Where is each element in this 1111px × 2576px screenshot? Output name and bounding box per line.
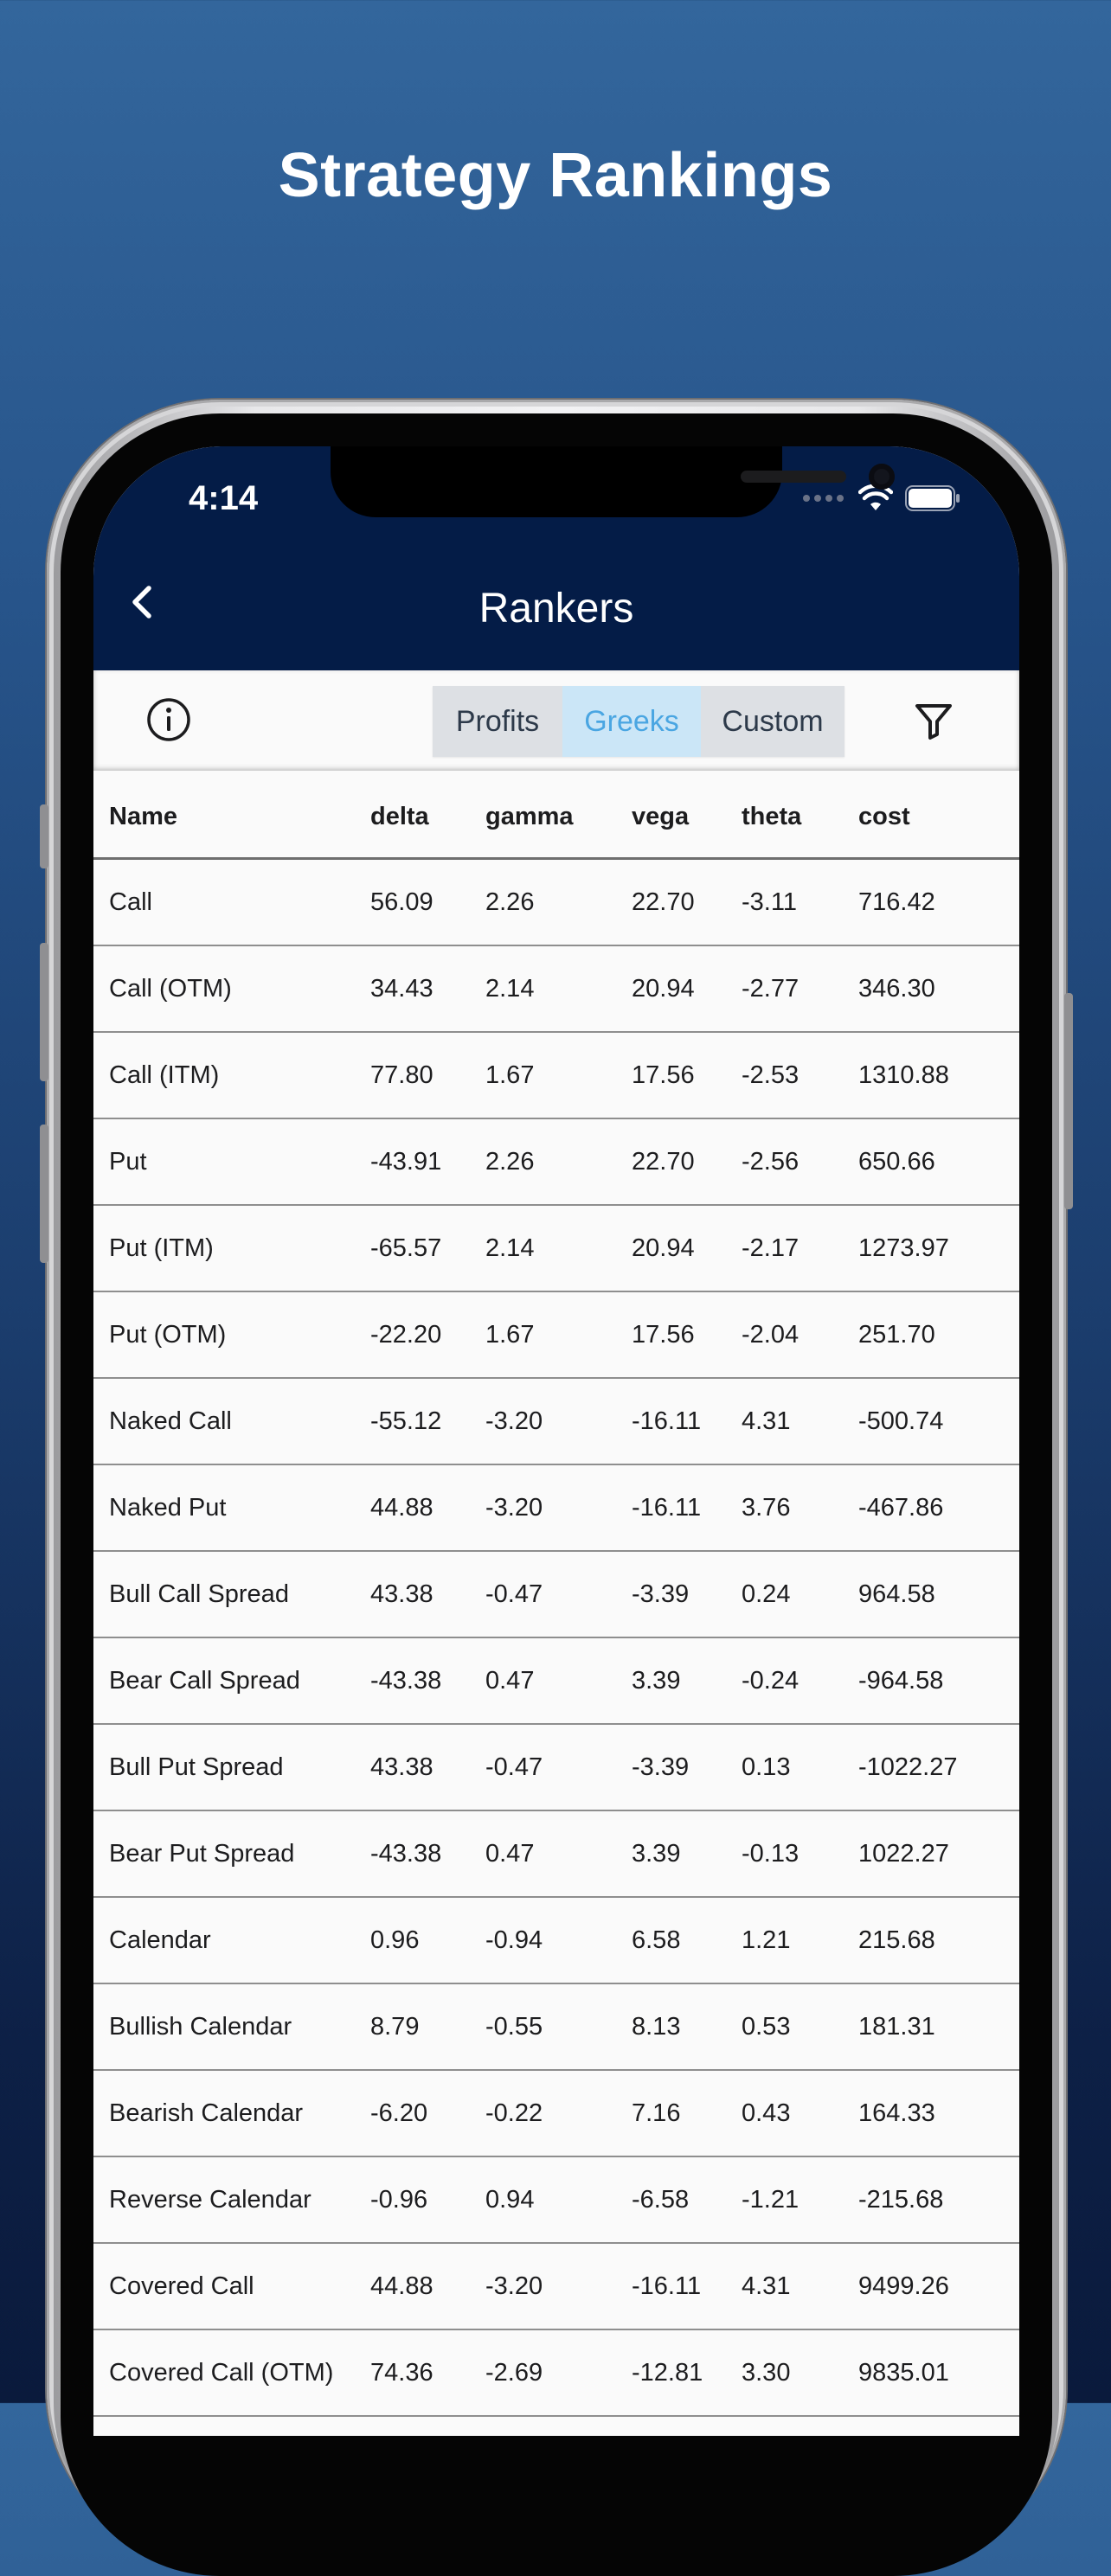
- theta-cell: 4.31: [742, 2243, 858, 2329]
- table-row[interactable]: [93, 2329, 1019, 2416]
- gamma-cell: 1.67: [485, 1032, 632, 1118]
- vega-cell: -3.39: [632, 1724, 742, 1810]
- theta-cell: 0.53: [742, 1983, 858, 2070]
- cost-cell: 716.42: [858, 859, 1019, 946]
- table-row[interactable]: [93, 1637, 1019, 1724]
- cost-cell: 1022.27: [858, 1810, 1019, 1897]
- filter-button[interactable]: [912, 700, 955, 743]
- cost-cell: 964.58: [858, 1551, 1019, 1637]
- info-button[interactable]: [145, 696, 192, 743]
- tab-greeks[interactable]: Greeks: [562, 686, 701, 757]
- strategy-name: Put (ITM): [93, 1205, 370, 1291]
- header-delta[interactable]: delta: [370, 776, 485, 859]
- filter-funnel-icon: [912, 700, 955, 743]
- table-row[interactable]: [93, 2243, 1019, 2329]
- table-row[interactable]: [93, 1291, 1019, 1378]
- strategy-name: Naked Call: [93, 1378, 370, 1464]
- table-row[interactable]: [93, 2156, 1019, 2243]
- vega-cell: 3.39: [632, 1637, 742, 1724]
- wifi-icon: [858, 484, 893, 512]
- vega-cell: -16.11: [632, 1464, 742, 1551]
- gamma-cell: -0.94: [485, 1897, 632, 1983]
- table-row[interactable]: [93, 1378, 1019, 1464]
- vega-cell: -16.11: [632, 1378, 742, 1464]
- strategy-name: Call: [93, 859, 370, 946]
- gamma-cell: -2.69: [485, 2329, 632, 2416]
- table-row[interactable]: [93, 859, 1019, 946]
- gamma-cell: -3.20: [485, 1464, 632, 1551]
- delta-cell: -55.12: [370, 1378, 485, 1464]
- theta-cell: -2.17: [742, 1205, 858, 1291]
- table-row[interactable]: [93, 1032, 1019, 1118]
- vega-cell: -3.39: [632, 1551, 742, 1637]
- delta-cell: 8.79: [370, 1983, 485, 2070]
- vega-cell: 6.58: [632, 1897, 742, 1983]
- cost-cell: 9499.26: [858, 2243, 1019, 2329]
- theta-cell: -2.53: [742, 1032, 858, 1118]
- vega-cell: -12.81: [632, 2329, 742, 2416]
- strategy-name: Put: [93, 1118, 370, 1205]
- gamma-cell: 2.14: [485, 945, 632, 1032]
- mute-switch: [40, 804, 48, 868]
- power-button: [1064, 993, 1073, 1209]
- vega-cell: 20.94: [632, 1205, 742, 1291]
- cost-cell: -215.68: [858, 2156, 1019, 2243]
- delta-cell: 44.88: [370, 1464, 485, 1551]
- table-row[interactable]: [93, 2070, 1019, 2156]
- gamma-cell: -3.20: [485, 2243, 632, 2329]
- gamma-cell: 2.26: [485, 859, 632, 946]
- gamma-cell: -0.47: [485, 1724, 632, 1810]
- volume-up-button: [40, 943, 48, 1081]
- strategy-name: Call (OTM): [93, 945, 370, 1032]
- rankings-table: [93, 776, 1019, 2417]
- theta-cell: -0.13: [742, 1810, 858, 1897]
- cost-cell: 346.30: [858, 945, 1019, 1032]
- gamma-cell: 2.26: [485, 1118, 632, 1205]
- strategy-name: Bullish Calendar: [93, 1983, 370, 2070]
- delta-cell: -0.96: [370, 2156, 485, 2243]
- tab-profits[interactable]: Profits: [455, 705, 540, 738]
- cost-cell: 164.33: [858, 2070, 1019, 2156]
- strategy-name: Covered Call (OTM): [93, 2329, 370, 2416]
- table-header-row: [93, 776, 1019, 859]
- vega-cell: 8.13: [632, 1983, 742, 2070]
- cost-cell: 650.66: [858, 1118, 1019, 1205]
- phone-screen: [93, 446, 1019, 2436]
- gamma-cell: 0.47: [485, 1810, 632, 1897]
- table-row[interactable]: [93, 1983, 1019, 2070]
- vega-cell: 7.16: [632, 2070, 742, 2156]
- strategy-name: Call (ITM): [93, 1032, 370, 1118]
- delta-cell: -6.20: [370, 2070, 485, 2156]
- gamma-cell: 1.67: [485, 1291, 632, 1378]
- table-row[interactable]: [93, 1897, 1019, 1983]
- cost-cell: 181.31: [858, 1983, 1019, 2070]
- signal-icon: [801, 492, 846, 504]
- theta-cell: -2.56: [742, 1118, 858, 1205]
- theta-cell: 3.76: [742, 1464, 858, 1551]
- delta-cell: 74.36: [370, 2329, 485, 2416]
- theta-cell: 3.30: [742, 2329, 858, 2416]
- table-row[interactable]: [93, 1464, 1019, 1551]
- table-row[interactable]: [93, 1205, 1019, 1291]
- gamma-cell: -0.47: [485, 1551, 632, 1637]
- theta-cell: 4.31: [742, 1378, 858, 1464]
- cost-cell: 215.68: [858, 1897, 1019, 1983]
- table-row[interactable]: [93, 945, 1019, 1032]
- delta-cell: -22.20: [370, 1291, 485, 1378]
- table-row[interactable]: [93, 1118, 1019, 1205]
- app-bar-title: Rankers: [478, 586, 634, 631]
- promo-headline: Strategy Rankings: [278, 141, 833, 210]
- cost-cell: 9835.01: [858, 2329, 1019, 2416]
- delta-cell: -43.91: [370, 1118, 485, 1205]
- theta-cell: 0.13: [742, 1724, 858, 1810]
- table-row[interactable]: [93, 1551, 1019, 1637]
- gamma-cell: -3.20: [485, 1378, 632, 1464]
- notch: [331, 446, 782, 517]
- table-row[interactable]: [93, 1810, 1019, 1897]
- delta-cell: 56.09: [370, 859, 485, 946]
- cost-cell: -1022.27: [858, 1724, 1019, 1810]
- strategy-name: Bearish Calendar: [93, 2070, 370, 2156]
- theta-cell: -0.24: [742, 1637, 858, 1724]
- header-cost[interactable]: cost: [858, 776, 1019, 859]
- theta-cell: 1.21: [742, 1897, 858, 1983]
- cost-cell: 1273.97: [858, 1205, 1019, 1291]
- vega-cell: 22.70: [632, 1118, 742, 1205]
- vega-cell: 3.39: [632, 1810, 742, 1897]
- delta-cell: 0.96: [370, 1897, 485, 1983]
- cost-cell: -467.86: [858, 1464, 1019, 1551]
- table-row[interactable]: [93, 1724, 1019, 1810]
- gamma-cell: 0.94: [485, 2156, 632, 2243]
- cost-cell: -500.74: [858, 1378, 1019, 1464]
- delta-cell: -43.38: [370, 1810, 485, 1897]
- vega-cell: 20.94: [632, 945, 742, 1032]
- theta-cell: -2.04: [742, 1291, 858, 1378]
- table-body: [93, 859, 1019, 2417]
- vega-cell: 17.56: [632, 1032, 742, 1118]
- ranking-tabs: [433, 686, 844, 757]
- theta-cell: 0.43: [742, 2070, 858, 2156]
- strategy-name: Covered Call: [93, 2243, 370, 2329]
- theta-cell: 0.24: [742, 1551, 858, 1637]
- theta-cell: -2.77: [742, 945, 858, 1032]
- info-circle-icon: [145, 696, 192, 743]
- header-vega[interactable]: vega: [632, 776, 742, 859]
- delta-cell: 77.80: [370, 1032, 485, 1118]
- camera: [869, 464, 895, 490]
- volume-down-button: [40, 1125, 48, 1263]
- header-gamma[interactable]: gamma: [485, 776, 632, 859]
- delta-cell: 43.38: [370, 1551, 485, 1637]
- tab-custom[interactable]: Custom: [722, 705, 824, 738]
- delta-cell: 44.88: [370, 2243, 485, 2329]
- cost-cell: 251.70: [858, 1291, 1019, 1378]
- strategy-name: Calendar: [93, 1897, 370, 1983]
- header-name[interactable]: Name: [93, 776, 370, 859]
- cost-cell: 1310.88: [858, 1032, 1019, 1118]
- strategy-name: Naked Put: [93, 1464, 370, 1551]
- gamma-cell: -0.22: [485, 2070, 632, 2156]
- delta-cell: 43.38: [370, 1724, 485, 1810]
- strategy-name: Reverse Calendar: [93, 2156, 370, 2243]
- theta-cell: -3.11: [742, 859, 858, 946]
- battery-icon: [905, 484, 960, 512]
- strategy-name: Bear Put Spread: [93, 1810, 370, 1897]
- status-time: 4:14: [189, 479, 259, 517]
- theta-cell: -1.21: [742, 2156, 858, 2243]
- strategy-name: Bull Call Spread: [93, 1551, 370, 1637]
- strategy-name: Bull Put Spread: [93, 1724, 370, 1810]
- gamma-cell: 0.47: [485, 1637, 632, 1724]
- cost-cell: -964.58: [858, 1637, 1019, 1724]
- vega-cell: 17.56: [632, 1291, 742, 1378]
- vega-cell: -6.58: [632, 2156, 742, 2243]
- strategy-name: Bear Call Spread: [93, 1637, 370, 1724]
- gamma-cell: 2.14: [485, 1205, 632, 1291]
- delta-cell: -43.38: [370, 1637, 485, 1724]
- delta-cell: 34.43: [370, 945, 485, 1032]
- header-theta[interactable]: theta: [742, 776, 858, 859]
- vega-cell: 22.70: [632, 859, 742, 946]
- vega-cell: -16.11: [632, 2243, 742, 2329]
- strategy-name: Put (OTM): [93, 1291, 370, 1378]
- delta-cell: -65.57: [370, 1205, 485, 1291]
- gamma-cell: -0.55: [485, 1983, 632, 2070]
